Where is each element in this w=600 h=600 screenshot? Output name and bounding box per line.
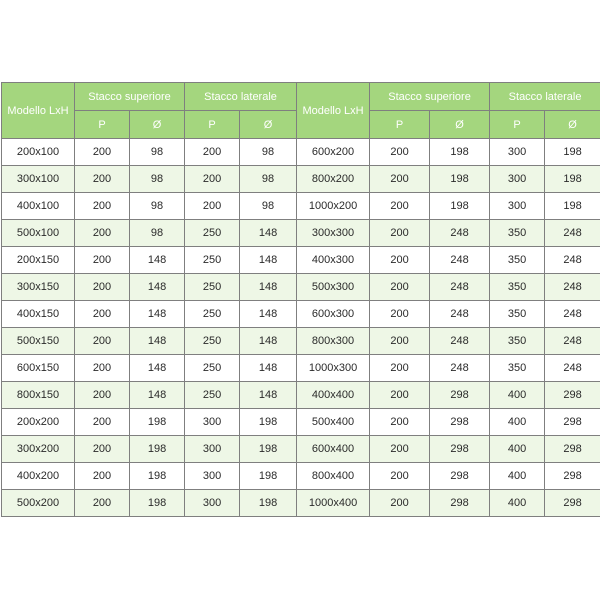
subheader-diameter: Ø <box>430 111 490 139</box>
cell-model: 600x300 <box>297 301 370 328</box>
cell-top-p: 200 <box>75 220 130 247</box>
cell-model: 1000x300 <box>297 355 370 382</box>
cell-side-p: 300 <box>490 139 545 166</box>
cell-side-p: 350 <box>490 220 545 247</box>
cell-top-diameter: 148 <box>130 247 185 274</box>
cell-top-p: 200 <box>370 328 430 355</box>
table-row <box>2 220 600 247</box>
cell-model: 500x150 <box>2 328 75 355</box>
cell-side-p: 300 <box>185 463 240 490</box>
cell-top-diameter: 98 <box>130 166 185 193</box>
cell-model: 300x100 <box>2 166 75 193</box>
cell-top-diameter: 198 <box>130 490 185 517</box>
table-row <box>2 166 600 193</box>
cell-top-diameter: 148 <box>130 355 185 382</box>
cell-top-diameter: 298 <box>430 409 490 436</box>
cell-top-p: 200 <box>370 463 430 490</box>
header-side-detachment-left: Stacco laterale <box>185 83 297 111</box>
cell-top-p: 200 <box>370 382 430 409</box>
cell-side-diameter: 148 <box>240 328 297 355</box>
cell-top-p: 200 <box>370 355 430 382</box>
cell-top-p: 200 <box>75 166 130 193</box>
cell-side-diameter: 198 <box>240 490 297 517</box>
cell-side-diameter: 148 <box>240 220 297 247</box>
table-row <box>2 139 600 166</box>
cell-top-p: 200 <box>370 301 430 328</box>
cell-top-p: 200 <box>75 436 130 463</box>
cell-model: 800x200 <box>297 166 370 193</box>
cell-top-diameter: 248 <box>430 220 490 247</box>
cell-model: 500x100 <box>2 220 75 247</box>
cell-side-diameter: 298 <box>545 436 600 463</box>
cell-side-diameter: 198 <box>545 139 600 166</box>
table-row <box>2 247 600 274</box>
cell-model: 300x150 <box>2 274 75 301</box>
cell-model: 400x400 <box>297 382 370 409</box>
cell-side-diameter: 198 <box>545 193 600 220</box>
cell-top-p: 200 <box>75 355 130 382</box>
cell-side-p: 200 <box>185 166 240 193</box>
cell-side-diameter: 198 <box>545 166 600 193</box>
cell-top-diameter: 248 <box>430 355 490 382</box>
cell-top-diameter: 148 <box>130 382 185 409</box>
cell-side-p: 400 <box>490 409 545 436</box>
cell-top-p: 200 <box>370 274 430 301</box>
cell-top-p: 200 <box>75 274 130 301</box>
cell-top-p: 200 <box>75 328 130 355</box>
cell-side-diameter: 298 <box>545 490 600 517</box>
cell-top-diameter: 148 <box>130 274 185 301</box>
cell-side-diameter: 248 <box>545 274 600 301</box>
cell-top-p: 200 <box>370 490 430 517</box>
cell-side-diameter: 98 <box>240 139 297 166</box>
table-row <box>2 274 600 301</box>
cell-model: 300x300 <box>297 220 370 247</box>
cell-side-diameter: 198 <box>240 436 297 463</box>
cell-side-diameter: 198 <box>240 463 297 490</box>
subheader-p: P <box>370 111 430 139</box>
cell-model: 400x150 <box>2 301 75 328</box>
cell-model: 1000x200 <box>297 193 370 220</box>
cell-side-p: 400 <box>490 490 545 517</box>
cell-top-diameter: 148 <box>130 328 185 355</box>
cell-side-p: 250 <box>185 382 240 409</box>
cell-side-p: 300 <box>490 193 545 220</box>
cell-model: 500x200 <box>2 490 75 517</box>
header-side-detachment-right: Stacco laterale <box>490 83 600 111</box>
table-row <box>2 490 600 517</box>
cell-model: 400x200 <box>2 463 75 490</box>
cell-top-diameter: 248 <box>430 301 490 328</box>
table-header <box>2 83 600 139</box>
cell-model: 200x200 <box>2 409 75 436</box>
cell-side-p: 250 <box>185 274 240 301</box>
cell-top-diameter: 98 <box>130 193 185 220</box>
cell-model: 800x300 <box>297 328 370 355</box>
cell-top-p: 200 <box>370 166 430 193</box>
cell-side-p: 400 <box>490 436 545 463</box>
cell-top-diameter: 198 <box>130 463 185 490</box>
cell-side-p: 250 <box>185 220 240 247</box>
header-row-groups <box>2 83 600 111</box>
header-top-detachment-right: Stacco superiore <box>370 83 490 111</box>
dimensions-table <box>1 82 600 517</box>
cell-model: 500x300 <box>297 274 370 301</box>
cell-top-diameter: 298 <box>430 436 490 463</box>
cell-top-diameter: 198 <box>130 409 185 436</box>
cell-side-diameter: 298 <box>545 463 600 490</box>
cell-side-p: 350 <box>490 355 545 382</box>
cell-model: 600x150 <box>2 355 75 382</box>
subheader-p: P <box>185 111 240 139</box>
cell-top-p: 200 <box>370 409 430 436</box>
cell-side-diameter: 198 <box>240 409 297 436</box>
cell-side-p: 300 <box>490 166 545 193</box>
table-row <box>2 382 600 409</box>
cell-model: 800x150 <box>2 382 75 409</box>
cell-side-p: 350 <box>490 274 545 301</box>
cell-side-diameter: 248 <box>545 328 600 355</box>
cell-side-p: 250 <box>185 301 240 328</box>
table-body <box>2 139 600 517</box>
cell-model: 600x200 <box>297 139 370 166</box>
cell-top-diameter: 98 <box>130 139 185 166</box>
cell-top-diameter: 298 <box>430 490 490 517</box>
cell-side-diameter: 248 <box>545 247 600 274</box>
cell-side-diameter: 148 <box>240 301 297 328</box>
cell-side-p: 300 <box>185 436 240 463</box>
cell-top-diameter: 248 <box>430 274 490 301</box>
table-row <box>2 328 600 355</box>
cell-model: 300x200 <box>2 436 75 463</box>
subheader-p: P <box>75 111 130 139</box>
cell-side-diameter: 248 <box>545 301 600 328</box>
cell-side-diameter: 298 <box>545 409 600 436</box>
cell-model: 800x400 <box>297 463 370 490</box>
cell-top-diameter: 148 <box>130 301 185 328</box>
cell-side-p: 200 <box>185 193 240 220</box>
subheader-diameter: Ø <box>240 111 297 139</box>
cell-top-p: 200 <box>75 247 130 274</box>
cell-top-diameter: 98 <box>130 220 185 247</box>
cell-top-p: 200 <box>75 409 130 436</box>
cell-side-p: 250 <box>185 355 240 382</box>
cell-top-diameter: 248 <box>430 247 490 274</box>
table-row <box>2 193 600 220</box>
cell-top-diameter: 298 <box>430 463 490 490</box>
header-model-left: Modello LxH <box>2 83 75 139</box>
cell-side-diameter: 248 <box>545 355 600 382</box>
subheader-p: P <box>490 111 545 139</box>
cell-top-p: 200 <box>75 490 130 517</box>
cell-side-p: 300 <box>185 409 240 436</box>
cell-top-p: 200 <box>75 301 130 328</box>
cell-side-diameter: 148 <box>240 274 297 301</box>
table-row <box>2 463 600 490</box>
cell-side-diameter: 98 <box>240 166 297 193</box>
cell-model: 1000x400 <box>297 490 370 517</box>
cell-model: 400x100 <box>2 193 75 220</box>
cell-top-p: 200 <box>370 247 430 274</box>
cell-side-p: 350 <box>490 328 545 355</box>
cell-top-diameter: 198 <box>130 436 185 463</box>
subheader-diameter: Ø <box>545 111 600 139</box>
cell-model: 500x400 <box>297 409 370 436</box>
cell-side-diameter: 148 <box>240 247 297 274</box>
cell-top-p: 200 <box>370 139 430 166</box>
cell-side-p: 250 <box>185 328 240 355</box>
cell-side-p: 400 <box>490 463 545 490</box>
cell-top-p: 200 <box>370 220 430 247</box>
cell-side-p: 350 <box>490 301 545 328</box>
cell-side-diameter: 148 <box>240 355 297 382</box>
cell-top-p: 200 <box>75 463 130 490</box>
cell-side-p: 350 <box>490 247 545 274</box>
cell-top-diameter: 298 <box>430 382 490 409</box>
table-row <box>2 409 600 436</box>
subheader-diameter: Ø <box>130 111 185 139</box>
cell-top-p: 200 <box>75 193 130 220</box>
cell-top-diameter: 248 <box>430 328 490 355</box>
cell-side-p: 400 <box>490 382 545 409</box>
cell-side-diameter: 298 <box>545 382 600 409</box>
header-top-detachment-left: Stacco superiore <box>75 83 185 111</box>
cell-model: 400x300 <box>297 247 370 274</box>
cell-model: 200x150 <box>2 247 75 274</box>
cell-model: 200x100 <box>2 139 75 166</box>
table-row <box>2 301 600 328</box>
cell-top-diameter: 198 <box>430 166 490 193</box>
cell-top-diameter: 198 <box>430 193 490 220</box>
header-model-right: Modello LxH <box>297 83 370 139</box>
table-row <box>2 355 600 382</box>
cell-side-diameter: 248 <box>545 220 600 247</box>
table-row <box>2 436 600 463</box>
cell-top-p: 200 <box>370 436 430 463</box>
cell-top-p: 200 <box>75 139 130 166</box>
cell-top-p: 200 <box>370 193 430 220</box>
cell-side-diameter: 98 <box>240 193 297 220</box>
cell-model: 600x400 <box>297 436 370 463</box>
cell-side-diameter: 148 <box>240 382 297 409</box>
cell-side-p: 300 <box>185 490 240 517</box>
cell-top-p: 200 <box>75 382 130 409</box>
cell-side-p: 250 <box>185 247 240 274</box>
cell-top-diameter: 198 <box>430 139 490 166</box>
cell-side-p: 200 <box>185 139 240 166</box>
